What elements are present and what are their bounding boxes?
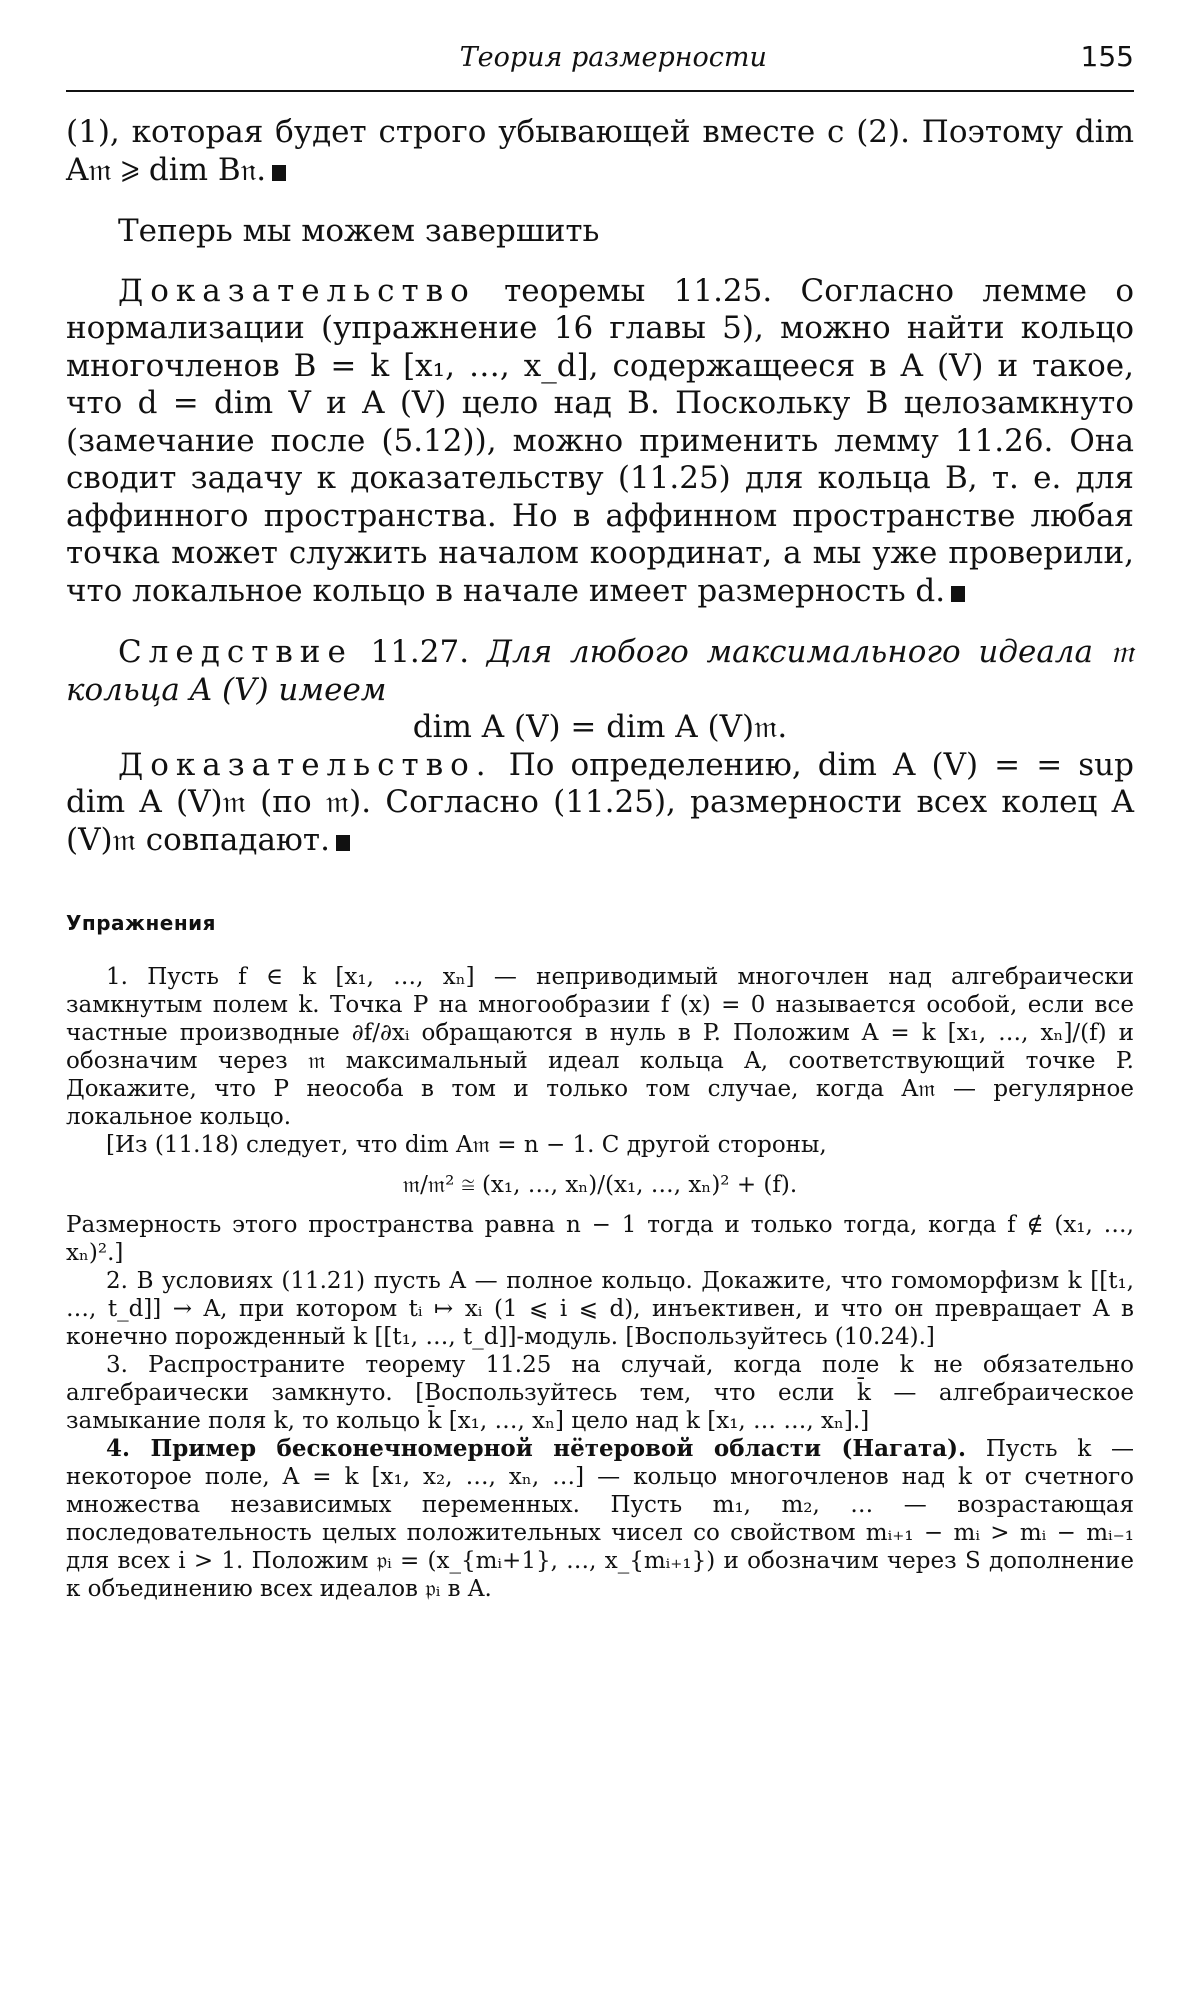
exercises-list — [66, 963, 1134, 1603]
main-text — [66, 114, 1134, 859]
exercises-heading: Упражнения — [66, 911, 217, 935]
proof-theorem-11-25 — [66, 273, 1134, 611]
exercise-1-formula: 𝔪/𝔪² ≅ (x₁, …, xₙ)/(x₁, …, xₙ)² + (f). — [402, 1172, 798, 1198]
exercise-3: 3. Распространите теорему 11.25 на случай, когда поле k не обязательно алгебраически замкнуто. [Воспользуйтесь тем, что если k̄ — алгебраическое замыкание поля k, то кольцо k̄ [x₁, …, xₙ] цело над k [x₁, … …, xₙ].] — [66, 1352, 1134, 1434]
proof-body: По определению, dim A (V) = = sup dim A (V)𝔪 (по 𝔪). Согласно (11.25), размерности всех колец A (V)𝔪 совпадают. — [66, 746, 1134, 858]
proof-body: теоремы 11.25. Согласно лемме о нормализации (упражнение 16 главы 5), можно найти кольцо многочленов B = k [x₁, …, x_d], содержащееся в A (V) и такое, что d = dim V и A (V) цело над B. Поскольку B целозамкнуто (замечание после (5.12)), можно применить лемму 11.26. Она сводит задачу к доказательству (11.25) для кольца B, т. е. для аффинного пространства. Но в аффинном пространстве любая точка может служить началом координат, а мы уже проверили, что локальное кольцо в начале имеет размерность d. — [66, 272, 1134, 609]
corollary-formula: dim A (V) = dim A (V)𝔪. — [412, 709, 788, 745]
corollary-number: 11.27. — [370, 634, 470, 670]
qed-square-icon — [272, 165, 286, 181]
running-header — [66, 40, 1134, 92]
exercise-4 — [66, 1435, 1134, 1603]
exercise-4-body: Пусть k — некоторое поле, A = k [x₁, x₂, …, xₙ, …] — кольцо многочленов над k от счетного множества независимых переменных. Пусть m₁, m₂, … — возрастающая последовательность целых положительных чисел со свойством mᵢ₊₁ − mᵢ > mᵢ − mᵢ₋₁ для всех i > 1. Положим 𝔭ᵢ = (x_{mᵢ+1}, …, x_{mᵢ₊₁}) и обозначим через S дополнение к объединению всех идеалов 𝔭ᵢ в A. — [66, 1436, 1134, 1602]
exercise-1-hint: [Из (11.18) следует, что dim A𝔪 = n − 1. С другой стороны, — [106, 1132, 827, 1158]
exercise-1: 1. Пусть f ∈ k [x₁, …, xₙ] — неприводимый многочлен над алгебраически замкнутым полем k. Точка P на многообразии f (x) = 0 называется особой, если все частные производные ∂f/∂xᵢ обращаются в нуль в P. Положим A = k [x₁, …, xₙ]/(f) и обозначим через 𝔪 максимальный идеал кольца A, соответствующий точке P. Докажите, что P неособа в том и только том случае, когда A𝔪 — регулярное локальное кольцо. — [66, 964, 1134, 1130]
exercise-4-title: 4. Пример бесконечномерной нётеровой области (Нагата). — [106, 1435, 967, 1462]
running-title: Теория размерности — [459, 42, 767, 73]
page-number: 155 — [1080, 40, 1134, 73]
qed-square-icon — [951, 586, 965, 602]
corollary-statement: Для любого максимального идеала 𝔪 кольца A (V) имеем — [66, 634, 1134, 708]
proof-label: Доказательство. — [118, 746, 493, 783]
proof-label: Доказательство — [118, 272, 476, 309]
exercise-2: 2. В условиях (11.21) пусть A — полное кольцо. Докажите, что гомоморфизм k [[t₁, …, t_d]] → A, при котором tᵢ ↦ xᵢ (1 ⩽ i ⩽ d), инъективен, и что он превращает A в конечно порожденный k [[t₁, …, t_d]]-модуль. [Воспользуйтесь (10.24).] — [66, 1268, 1134, 1350]
transition-line: Теперь мы можем завершить — [118, 213, 600, 249]
corollary-label: Следствие — [118, 634, 353, 670]
proof-corollary — [66, 747, 1134, 860]
paragraph-continuation: (1), которая будет строго убывающей вместе с (2). Поэтому dim A𝔪 ⩾ dim B𝔫. — [66, 114, 1134, 188]
exercise-1-end: Размерность этого пространства равна n − 1 тогда и только тогда, когда f ∉ (x₁, …, xₙ)².] — [66, 1212, 1134, 1266]
corollary-11-27 — [66, 634, 1134, 709]
qed-square-icon — [336, 835, 350, 851]
page — [66, 40, 1134, 1603]
